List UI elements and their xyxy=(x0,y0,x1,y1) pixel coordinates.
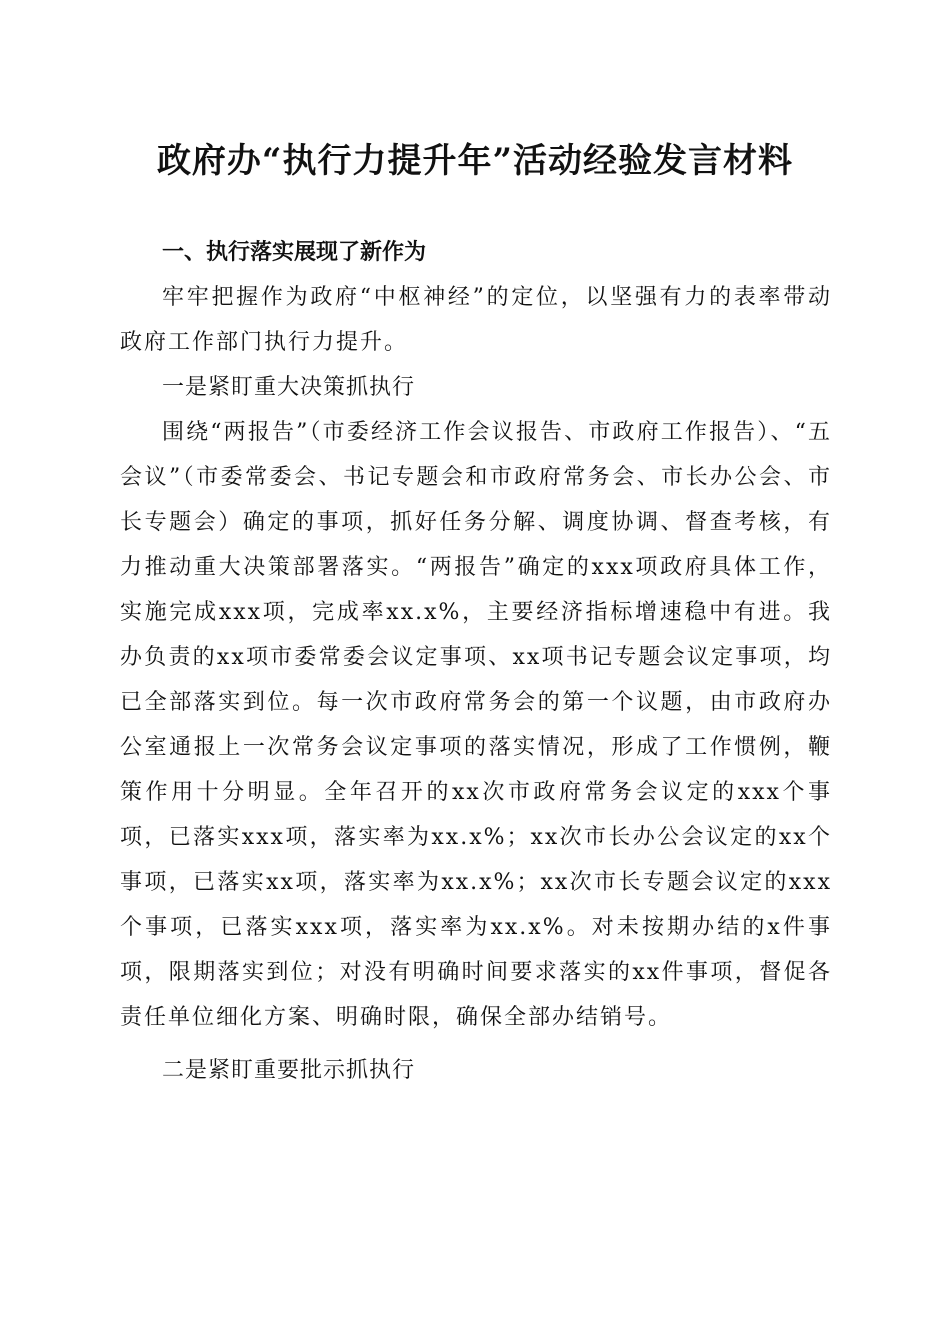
intro-paragraph: 牢牢把握作为政府“中枢神经”的定位，以坚强有力的表率带动政府工作部门执行力提升。 xyxy=(120,285,832,355)
document-title: 政府办“执行力提升年”活动经验发言材料 xyxy=(156,141,794,181)
paragraph-gap xyxy=(120,1040,832,1048)
section-heading: 一、执行落实展现了新作为 xyxy=(162,240,427,265)
subheading-major-decisions: 一是紧盯重大决策抓执行 xyxy=(162,375,416,400)
subheading-important-instructions: 二是紧盯重要批示抓执行 xyxy=(162,1058,416,1083)
document-body xyxy=(120,230,832,1093)
body-paragraph: 围绕“两报告”（市委经济工作会议报告、市政府工作报告）、“五会议”（市委常委会、书记专题会和市政府常务会、市长办公会、市长专题会）确定的事项，抓好任务分解、调度协调、督查考核，有力推动重大决策部署落实。“两报告”确定的xxx项政府具体工作，实施完成xxx项，完成率xx.x%，主要经济指标增速稳中有进。我办负责的xx项市委常委会议定事项、xx项书记专题会议定事项，均已全部落实到位。每一次市政府常务会的第一个议题，由市政府办公室通报上一次常务会议定事项的落实情况，形成了工作惯例，鞭策作用十分明显。全年召开的xx次市政府常务会议定的xxx个事项，已落实xxx项，落实率为xx.x%；xx次市长办公会议定的xx个事项，已落实xx项，落实率为xx.x%；xx次市长专题会议定的xxx个事项，已落实xxx项，落实率为xx.x%。对未按期办结的x件事项，限期落实到位；对没有明确时间要求落实的xx件事项，督促各责任单位细化方案、明确时限，确保全部办结销号。 xyxy=(120,420,832,1030)
